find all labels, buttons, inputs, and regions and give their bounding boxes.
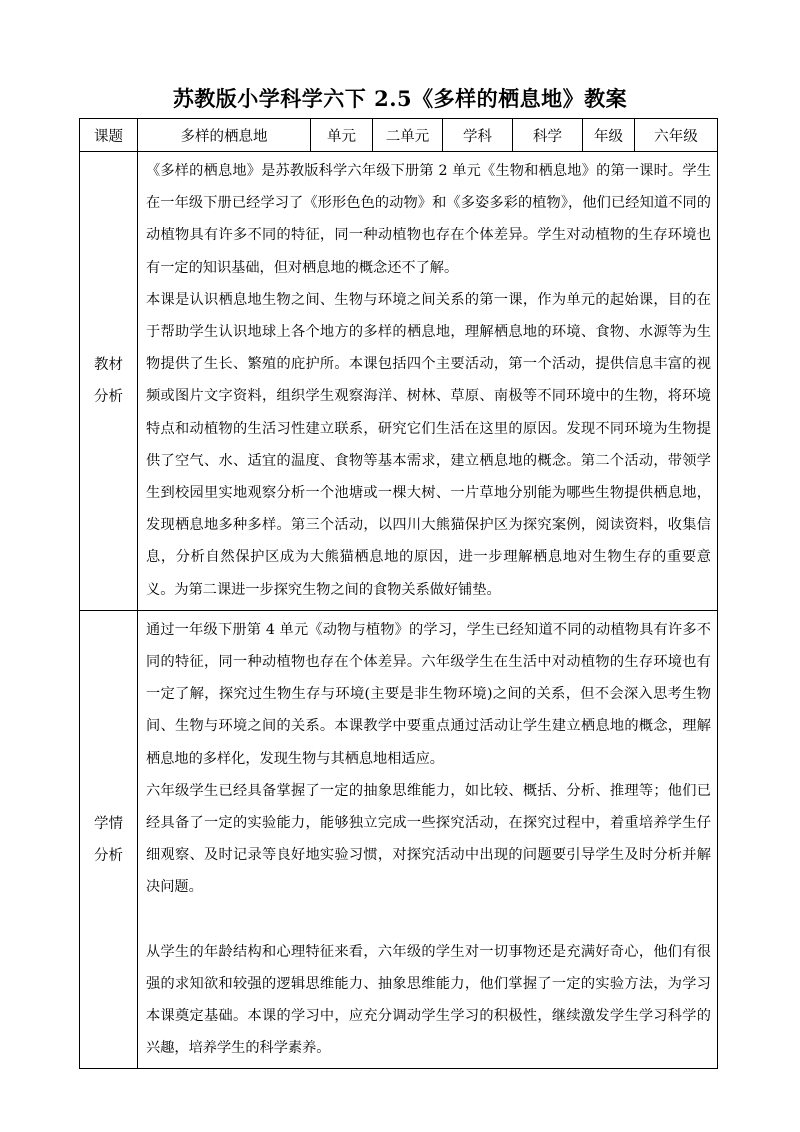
textbook-analysis-label-line1: 教材 <box>94 356 123 373</box>
grade-value: 六年级 <box>635 119 718 152</box>
student-analysis-label-line2: 分析 <box>94 847 123 864</box>
subject-label: 学科 <box>443 119 513 152</box>
grade-label: 年级 <box>583 119 635 152</box>
student-analysis-paragraph: 六年级学生已经具备掌握了一定的抽象思维能力，如比较、概括、分析、推理等；他们已经具备了一定的实验能力，能够独立完成一些探究活动，在探究过程中，着重培养学生仔细观察、及时记录等良好地实验习惯，对探究活动中出现的问题要引导学生及时分析并解决问题。 <box>146 782 711 896</box>
paragraph-spacer <box>146 904 711 936</box>
student-analysis-paragraph: 从学生的年龄结构和心理特征来看，六年级的学生对一切事物还是充满好奇心，他们有很强的求知欲和较强的逻辑思维能力、抽象思维能力，他们掌握了一定的实验方法，为学习本课奠定基础。本课的学习中，应充分调动学生学习的积极性，继续激发学生学习科学的兴趣，培养学生的科学素养。 <box>146 943 711 1057</box>
textbook-analysis-label-line2: 分析 <box>94 388 123 405</box>
student-analysis-content <box>138 610 718 1069</box>
lesson-plan-table <box>79 118 718 1069</box>
unit-label: 单元 <box>311 119 373 152</box>
textbook-analysis-row <box>80 152 718 611</box>
textbook-analysis-paragraph: 本课是认识栖息地生物之间、生物与环境之间关系的第一课，作为单元的起始课，目的在于帮助学生认识地球上各个地方的多样的栖息地，理解栖息地的环境、食物、水源等为生物提供了生长、繁殖的庇护所。本课包括四个主要活动，第一个活动，提供信息丰富的视频或图片文字资料，组织学生观察海洋、树林、草原、南极等不同环境中的生物，将环境特点和动植物的生活习性建立联系，研究它们生活在这里的原因。发现不同环境为生物提供了空气、水、适宜的温度、食物等基本需求，建立栖息地的概念。第二个活动，带领学生到校园里实地观察分析一个池塘或一棵大树、一片草地分别能为哪些生物提供栖息地，发现栖息地多种多样。第三个活动，以四川大熊猫保护区为探究案例，阅读资料，收集信息，分析自然保护区成为大熊猫栖息地的原因，进一步理解栖息地对生物生存的重要意义。为第二课进一步探究生物之间的食物关系做好铺垫。 <box>146 291 711 598</box>
student-analysis-label <box>80 610 138 1069</box>
student-analysis-row <box>80 610 718 1069</box>
topic-label: 课题 <box>80 119 138 152</box>
textbook-analysis-paragraph: 《多样的栖息地》是苏教版科学六年级下册第 2 单元《生物和栖息地》的第一课时。学生在一年级下册已经学习了《形形色色的动物》和《多姿多彩的植物》，他们已经知道不同的动植物具有许多不同的特征，同一种动植物也存在个体差异。学生对动植物的生存环境也有一定的知识基础，但对栖息地的概念还不了解。 <box>146 163 711 276</box>
unit-value: 二单元 <box>373 119 443 152</box>
subject-value: 科学 <box>513 119 583 152</box>
student-analysis-paragraph: 通过一年级下册第 4 单元《动物与植物》的学习，学生已经知道不同的动植物具有许多不同的特征，同一种动植物也存在个体差异。六年级学生在生活中对动植物的生存环境也有一定了解，探究过生物生存与环境(主要是非生物环境)之间的关系，但不会深入思考生物间、生物与环境之间的关系。本课教学中要重点通过活动让学生建立栖息地的概念，理解栖息地的多样化，发现生物与其栖息地相适应。 <box>146 621 711 767</box>
student-analysis-label-line1: 学情 <box>94 815 123 832</box>
header-row <box>80 119 718 152</box>
topic-value: 多样的栖息地 <box>138 119 311 152</box>
textbook-analysis-label <box>80 152 138 611</box>
textbook-analysis-content <box>138 152 718 611</box>
page-title: 苏教版小学科学六下 2.5《多样的栖息地》教案 <box>172 86 628 111</box>
